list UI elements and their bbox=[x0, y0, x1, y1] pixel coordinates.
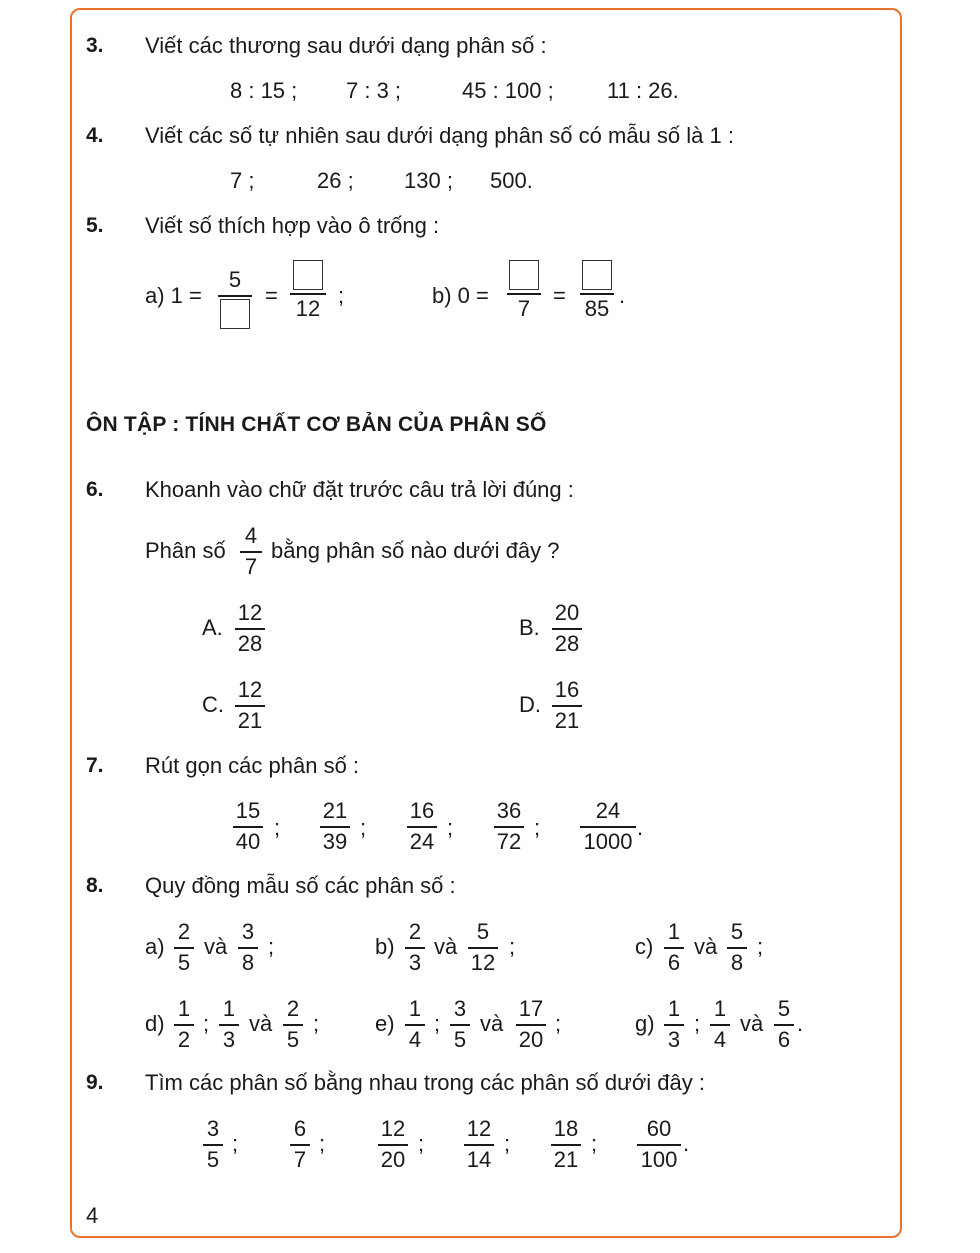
q8-fraction: 17 20 bbox=[516, 997, 546, 1052]
q4-item: 7 ; bbox=[230, 168, 255, 193]
numerator: 16 bbox=[554, 677, 580, 702]
separator: ; bbox=[232, 1131, 239, 1156]
blank-box[interactable] bbox=[509, 260, 539, 290]
denominator: 21 bbox=[554, 707, 580, 733]
q5b-fraction-1 bbox=[507, 260, 541, 321]
q8-fraction: 3 5 bbox=[450, 997, 470, 1052]
separator: ; bbox=[555, 1011, 562, 1036]
q7-fraction bbox=[407, 799, 437, 854]
separator: ; bbox=[434, 1011, 441, 1036]
q7-text: Rút gọn các phân số : bbox=[145, 753, 360, 778]
separator: ; bbox=[591, 1131, 598, 1156]
q6-prompt-after: bằng phân số nào dưới đây ? bbox=[271, 538, 560, 563]
separator: . bbox=[797, 1011, 804, 1036]
page-frame bbox=[70, 8, 902, 1238]
q9-fraction: 18 21 bbox=[551, 1117, 581, 1172]
denominator: 85 bbox=[584, 295, 610, 321]
separator: ; bbox=[534, 815, 541, 840]
denominator: 28 bbox=[554, 630, 580, 656]
option-label[interactable]: C. bbox=[202, 692, 224, 717]
numerator: 12 bbox=[237, 600, 263, 625]
q7-fraction bbox=[233, 799, 263, 854]
q8-fraction: 2 3 bbox=[405, 920, 425, 975]
numerator: 21 bbox=[322, 798, 348, 823]
option-d-fraction[interactable] bbox=[552, 678, 582, 733]
q8-part-label: d) bbox=[145, 1011, 165, 1036]
q8-fraction: 1 4 bbox=[710, 997, 730, 1052]
q4-number: 4. bbox=[86, 124, 104, 147]
and-word: và bbox=[249, 1011, 273, 1036]
page-number: 4 bbox=[86, 1203, 99, 1228]
separator: ; bbox=[313, 1011, 320, 1036]
q8-part-label: e) bbox=[375, 1011, 395, 1036]
q8-fraction: 2 5 bbox=[174, 920, 194, 975]
q5b-fraction-2 bbox=[580, 260, 614, 321]
q8-fraction: 2 5 bbox=[283, 997, 303, 1052]
separator: ; bbox=[319, 1131, 326, 1156]
q3-item: 8 : 15 ; bbox=[230, 78, 298, 103]
q8-fraction: 3 8 bbox=[238, 920, 258, 975]
option-c-fraction[interactable] bbox=[235, 678, 265, 733]
q8-part-label: a) bbox=[145, 934, 165, 959]
separator: ; bbox=[268, 934, 275, 959]
numerator: 4 bbox=[244, 523, 258, 548]
q9-fraction: 60 100 bbox=[637, 1117, 681, 1172]
q6-text: Khoanh vào chữ đặt trước câu trả lời đúng : bbox=[145, 477, 574, 502]
q8-text: Quy đồng mẫu số các phân số : bbox=[145, 873, 456, 898]
separator: ; bbox=[274, 815, 281, 840]
q8-fraction: 5 6 bbox=[774, 997, 794, 1052]
q9-fraction: 6 7 bbox=[290, 1117, 310, 1172]
and-word: và bbox=[740, 1011, 764, 1036]
separator: ; bbox=[418, 1131, 425, 1156]
separator: . bbox=[683, 1131, 690, 1156]
numerator: 16 bbox=[409, 798, 435, 823]
q4-item: 130 ; bbox=[404, 168, 453, 193]
q7-fraction bbox=[494, 799, 524, 854]
option-a-fraction[interactable] bbox=[235, 601, 265, 656]
separator: ; bbox=[360, 815, 367, 840]
q9-fraction: 12 20 bbox=[378, 1117, 408, 1172]
option-label[interactable]: D. bbox=[519, 692, 541, 717]
separator: ; bbox=[447, 815, 454, 840]
q9-fraction: 12 14 bbox=[464, 1117, 494, 1172]
separator: ; bbox=[694, 1011, 701, 1036]
separator: . bbox=[637, 815, 644, 840]
q9-text: Tìm các phân số bằng nhau trong các phân số dưới đây : bbox=[145, 1070, 705, 1095]
equals-sign: = bbox=[265, 283, 278, 308]
denominator: 7 bbox=[244, 553, 258, 579]
q5a-fraction-2 bbox=[290, 260, 326, 321]
numerator: 5 bbox=[228, 267, 242, 292]
denominator: 1000 bbox=[583, 828, 633, 854]
section-title: ÔN TẬP : TÍNH CHẤT CƠ BẢN CỦA PHÂN SỐ bbox=[86, 413, 547, 436]
q6-prompt-before: Phân số bbox=[145, 538, 226, 563]
q3-item: 7 : 3 ; bbox=[346, 78, 402, 103]
q8-fraction: 1 3 bbox=[664, 997, 684, 1052]
equals-sign: = bbox=[553, 283, 566, 308]
separator: ; bbox=[338, 283, 345, 308]
denominator: 40 bbox=[235, 828, 261, 854]
q5-number: 5. bbox=[86, 214, 104, 237]
and-word: và bbox=[694, 934, 718, 959]
denominator: 72 bbox=[496, 828, 522, 854]
denominator: 12 bbox=[295, 295, 321, 321]
q8-part-label: g) bbox=[635, 1011, 655, 1036]
q7-number: 7. bbox=[86, 754, 104, 777]
q5b-label: b) 0 = bbox=[432, 283, 489, 308]
option-label[interactable]: A. bbox=[202, 615, 223, 640]
q7-fraction bbox=[320, 799, 350, 854]
q4-text: Viết các số tự nhiên sau dưới dạng phân số có mẫu số là 1 : bbox=[145, 123, 734, 148]
option-label[interactable]: B. bbox=[519, 615, 540, 640]
q3-text: Viết các thương sau dưới dạng phân số : bbox=[145, 33, 547, 58]
q9-number: 9. bbox=[86, 1071, 104, 1094]
denominator: 7 bbox=[517, 295, 531, 321]
q8-fraction: 5 8 bbox=[727, 920, 747, 975]
separator: ; bbox=[504, 1131, 511, 1156]
blank-box[interactable] bbox=[220, 299, 250, 329]
denominator: 21 bbox=[237, 707, 263, 733]
option-b-fraction[interactable] bbox=[552, 601, 582, 656]
q3-item: 11 : 26. bbox=[607, 78, 679, 103]
separator: . bbox=[619, 283, 626, 308]
numerator: 36 bbox=[496, 798, 522, 823]
denominator: 39 bbox=[322, 828, 348, 854]
q8-number: 8. bbox=[86, 874, 104, 897]
q8-fraction: 5 12 bbox=[468, 920, 498, 975]
blank-box[interactable] bbox=[293, 260, 323, 290]
denominator: 24 bbox=[409, 828, 435, 854]
q6-prompt-fraction bbox=[240, 524, 262, 579]
blank-box[interactable] bbox=[582, 260, 612, 290]
q8-fraction: 1 4 bbox=[405, 997, 425, 1052]
q8-part-label: b) bbox=[375, 934, 395, 959]
q6-number: 6. bbox=[86, 478, 104, 501]
q8-part-label: c) bbox=[635, 934, 654, 959]
q4-item: 500. bbox=[490, 168, 533, 193]
q8-fraction: 1 3 bbox=[219, 997, 239, 1052]
q8-fraction: 1 6 bbox=[664, 920, 684, 975]
numerator: 15 bbox=[235, 798, 261, 823]
separator: ; bbox=[203, 1011, 210, 1036]
and-word: và bbox=[434, 934, 458, 959]
q4-item: 26 ; bbox=[317, 168, 354, 193]
numerator: 24 bbox=[595, 798, 621, 823]
q7-fraction bbox=[580, 799, 636, 854]
q5a-label: a) 1 = bbox=[145, 283, 202, 308]
denominator: 28 bbox=[237, 630, 263, 656]
numerator: 12 bbox=[237, 677, 263, 702]
q5-text: Viết số thích hợp vào ô trống : bbox=[145, 213, 440, 238]
q5a-fraction-1 bbox=[218, 268, 252, 329]
separator: ; bbox=[757, 934, 764, 959]
q8-fraction: 1 2 bbox=[174, 997, 194, 1052]
and-word: và bbox=[204, 934, 228, 959]
q3-number: 3. bbox=[86, 34, 104, 57]
and-word: và bbox=[480, 1011, 504, 1036]
numerator: 20 bbox=[554, 600, 580, 625]
q3-item: 45 : 100 ; bbox=[462, 78, 554, 103]
separator: ; bbox=[509, 934, 516, 959]
q9-fraction: 3 5 bbox=[203, 1117, 223, 1172]
